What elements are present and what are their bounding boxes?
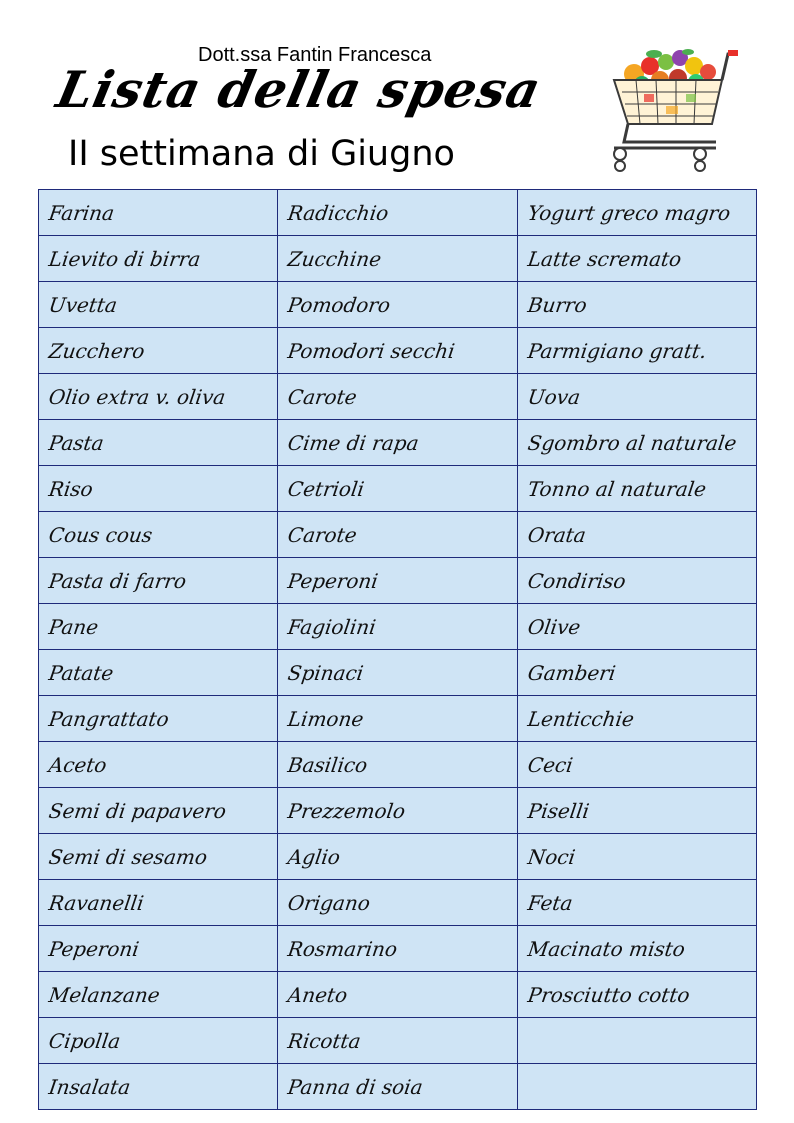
- table-cell: [517, 834, 756, 880]
- table-cell: [517, 880, 756, 926]
- shopping-list-table: [38, 189, 757, 1110]
- list-item: Pomodoro: [286, 292, 393, 317]
- table-cell: [39, 972, 278, 1018]
- list-item: Condiriso: [525, 568, 628, 593]
- table-cell: [517, 190, 756, 236]
- list-item: Farina: [47, 200, 116, 225]
- table-cell: [278, 696, 517, 742]
- shopping-cart-icon: [604, 44, 740, 172]
- table-cell: [517, 788, 756, 834]
- table-cell: [517, 374, 756, 420]
- list-item: Rosmarino: [286, 936, 400, 961]
- table-cell: [278, 604, 517, 650]
- table-cell: [517, 742, 756, 788]
- list-item: Cous cous: [47, 522, 154, 547]
- table-cell: [278, 466, 517, 512]
- table-cell: [517, 972, 756, 1018]
- table-row: [39, 282, 757, 328]
- list-item: Noci: [525, 844, 577, 869]
- table-cell: [517, 282, 756, 328]
- list-item: Aceto: [47, 752, 109, 777]
- table-cell: [517, 328, 756, 374]
- table-cell: [278, 1064, 517, 1110]
- list-item: Cetrioli: [286, 476, 366, 501]
- list-item: Riso: [47, 476, 95, 501]
- list-item: Ceci: [525, 752, 575, 777]
- list-item: Origano: [286, 890, 373, 915]
- table-cell: [517, 420, 756, 466]
- table-cell: [517, 696, 756, 742]
- list-item: Uvetta: [47, 292, 119, 317]
- table-cell: [278, 880, 517, 926]
- table-cell: [517, 1018, 756, 1064]
- table-row: [39, 558, 757, 604]
- list-item: Feta: [525, 890, 574, 915]
- table-cell: [39, 788, 278, 834]
- list-item: Ricotta: [286, 1028, 363, 1053]
- table-cell: [278, 328, 517, 374]
- table-row: [39, 650, 757, 696]
- table-row: [39, 328, 757, 374]
- list-item: Semi di papavero: [47, 798, 228, 823]
- list-item: Gamberi: [525, 660, 617, 685]
- table-cell: [278, 1018, 517, 1064]
- table-row: [39, 512, 757, 558]
- table-cell: [39, 604, 278, 650]
- table-row: [39, 420, 757, 466]
- table-row: [39, 696, 757, 742]
- list-item: Latte scremato: [525, 246, 683, 271]
- table-cell: [278, 788, 517, 834]
- list-item: Pomodori secchi: [286, 338, 457, 363]
- list-item: Limone: [286, 706, 366, 731]
- list-item: Insalata: [47, 1074, 132, 1099]
- table-row: [39, 604, 757, 650]
- list-item: Ravanelli: [47, 890, 146, 915]
- list-item: Aneto: [286, 982, 350, 1007]
- table-cell: [39, 834, 278, 880]
- list-item: Olive: [525, 614, 582, 639]
- list-item: Pangrattato: [47, 706, 171, 731]
- list-item: Zucchine: [286, 246, 384, 271]
- list-item: Macinato misto: [525, 936, 687, 961]
- table-cell: [39, 1018, 278, 1064]
- table-cell: [517, 558, 756, 604]
- list-item: Panna di soia: [286, 1074, 425, 1099]
- list-item: Cipolla: [47, 1028, 122, 1053]
- table-row: [39, 834, 757, 880]
- list-item: Melanzane: [47, 982, 162, 1007]
- table-cell: [39, 696, 278, 742]
- table-cell: [517, 650, 756, 696]
- list-item: Piselli: [525, 798, 591, 823]
- list-item: Lievito di birra: [47, 246, 203, 271]
- list-item: Spinaci: [286, 660, 366, 685]
- list-item: Pasta: [47, 430, 106, 455]
- table-cell: [517, 236, 756, 282]
- page-subtitle: II settimana di Giugno: [68, 134, 455, 174]
- table-row: [39, 236, 757, 282]
- table-row: [39, 1018, 757, 1064]
- table-cell: [278, 834, 517, 880]
- table-row: [39, 880, 757, 926]
- list-item: Prezzemolo: [286, 798, 408, 823]
- table-cell: [517, 1064, 756, 1110]
- table-cell: [39, 512, 278, 558]
- table-cell: [278, 650, 517, 696]
- table-cell: [517, 512, 756, 558]
- table-cell: [278, 972, 517, 1018]
- table-cell: [278, 374, 517, 420]
- table-row: [39, 972, 757, 1018]
- table-cell: [517, 604, 756, 650]
- list-item: Orata: [525, 522, 588, 547]
- table-cell: [39, 190, 278, 236]
- list-item: Semi di sesamo: [47, 844, 209, 869]
- list-item: Pasta di farro: [47, 568, 188, 593]
- table-row: [39, 466, 757, 512]
- table-cell: [39, 466, 278, 512]
- table-cell: [39, 926, 278, 972]
- table-cell: [39, 742, 278, 788]
- table-row: [39, 742, 757, 788]
- list-item: Cime di rapa: [286, 430, 421, 455]
- table-cell: [39, 650, 278, 696]
- table-cell: [278, 420, 517, 466]
- list-item: Tonno al naturale: [525, 476, 708, 501]
- list-item: Peperoni: [47, 936, 141, 961]
- list-item: Basilico: [286, 752, 370, 777]
- list-item: Patate: [47, 660, 116, 685]
- table-cell: [39, 328, 278, 374]
- table-row: [39, 926, 757, 972]
- table-cell: [278, 926, 517, 972]
- table-cell: [278, 190, 517, 236]
- list-item: Sgombro al naturale: [525, 430, 738, 455]
- table-row: [39, 788, 757, 834]
- table-cell: [39, 374, 278, 420]
- list-item: Fagiolini: [286, 614, 378, 639]
- list-item: Uova: [525, 384, 582, 409]
- table-row: [39, 1064, 757, 1110]
- table-cell: [517, 926, 756, 972]
- table-cell: [278, 282, 517, 328]
- list-item: Parmigiano gratt.: [525, 338, 708, 363]
- list-item: Lenticchie: [525, 706, 636, 731]
- table-cell: [278, 236, 517, 282]
- table-cell: [278, 512, 517, 558]
- table-cell: [39, 880, 278, 926]
- list-item: Yogurt greco magro: [525, 200, 732, 225]
- table-cell: [517, 466, 756, 512]
- list-item: Pane: [47, 614, 100, 639]
- table-cell: [39, 420, 278, 466]
- list-item: Burro: [525, 292, 589, 317]
- list-item: Aglio: [286, 844, 343, 869]
- list-item: Prosciutto cotto: [525, 982, 691, 1007]
- list-item: Olio extra v. oliva: [47, 384, 227, 409]
- list-item: Peperoni: [286, 568, 380, 593]
- list-item: Carote: [286, 522, 359, 547]
- author-name: Dott.ssa Fantin Francesca: [198, 44, 432, 66]
- table-cell: [278, 742, 517, 788]
- table-cell: [278, 558, 517, 604]
- list-item: Carote: [286, 384, 359, 409]
- table-cell: [39, 282, 278, 328]
- page-title: Lista della spesa: [51, 60, 547, 119]
- table-row: [39, 374, 757, 420]
- list-item: Zucchero: [47, 338, 147, 363]
- list-item: Radicchio: [286, 200, 391, 225]
- table-cell: [39, 236, 278, 282]
- table-cell: [39, 1064, 278, 1110]
- table-row: [39, 190, 757, 236]
- table-cell: [39, 558, 278, 604]
